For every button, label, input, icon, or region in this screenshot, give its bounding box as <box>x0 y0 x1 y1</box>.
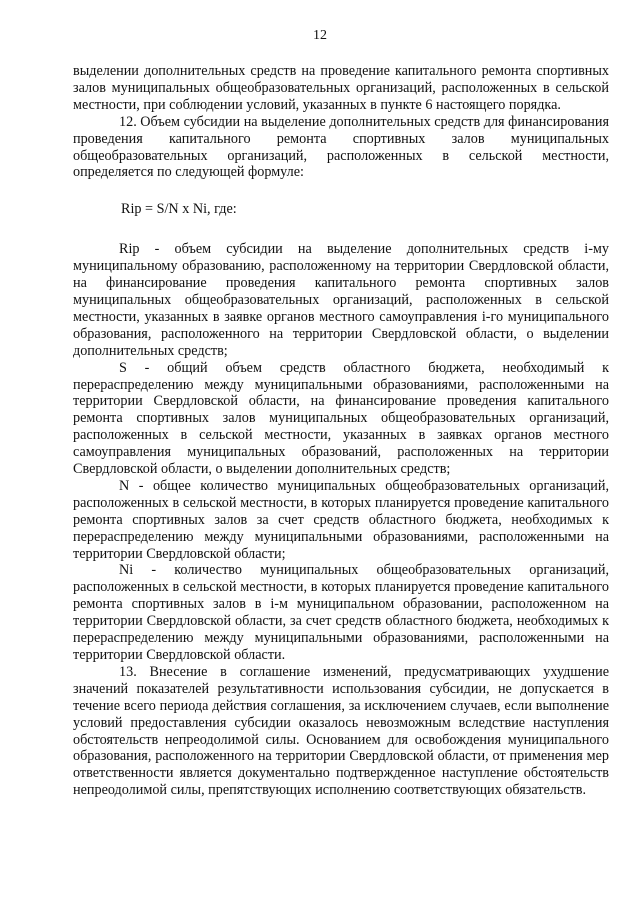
definition-n: N - общее количество муниципальных общеобразовательных организаций, расположенных в сельской местности, в которых планируется проведение капитального ремонта спортивных залов за счет средств областного бюджета, необходимых к перераспределению между муниципальными образованиями, расположенными на территории Свердловской области; <box>73 477 609 562</box>
document-body <box>73 63 609 799</box>
definition-ni: Ni - количество муниципальных общеобразовательных организаций, расположенных в сельской местности, в которых планируется проведение капитального ремонта спортивных залов в i-м муниципальном образовании, расположенном на территории Свердловской области, за счет средств областного бюджета, необходимых к перераспределению между муниципальными образованиями, расположенными на территории Свердловской области. <box>73 562 609 663</box>
definition-s: S - общий объем средств областного бюджета, необходимый к перераспределению между муниципальными образованиями, расположенными на территории Свердловской области, на финансирование проведения капитального ремонта спортивных залов муниципальных общеобразовательных организаций, расположенных в сельской местности, указанных в заявках органов местного самоуправления муниципальных образований, расположенных на территории Свердловской области, о выделении дополнительных средств; <box>73 359 609 478</box>
formula: Rip = S/N x Ni, где: <box>121 201 237 218</box>
paragraph-clause-12: 12. Объем субсидии на выделение дополнительных средств для финансирования проведения капитального ремонта спортивных залов муниципальных общеобразовательных организаций, расположенных в сельской местности, определяется по следующей формуле: <box>73 113 609 181</box>
definition-rip: Rip - объем субсидии на выделение дополнительных средств i-му муниципальному образованию, расположенному на территории Свердловской области, на финансирование проведения капитального ремонта спортивных залов муниципальных общеобразовательных организаций, расположенных в сельской местности, указанных в заявке органов местного самоуправления i-го муниципального образования, расположенного на территории Свердловской области, о выделении дополнительных средств; <box>73 241 609 359</box>
paragraph-clause-13: 13. Внесение в соглашение изменений, предусматривающих ухудшение значений показателей результативности использования субсидии, не допускается в течение всего периода действия соглашения, за исключением случаев, если выполнение условий предоставления субсидии оказалось невозможным вследствие наступления обстоятельств непреодолимой силы. Основанием для освобождения муниципального образования, расположенного на территории Свердловской области, от применения мер ответственности является документально подтвержденное наступление обстоятельств непреодолимой силы, препятствующих исполнению соответствующих обязательств. <box>73 663 609 799</box>
page-number: 12 <box>313 28 327 43</box>
paragraph-continuation: выделении дополнительных средств на проведение капитального ремонта спортивных залов муниципальных общеобразовательных организаций, расположенных в сельской местности, при соблюдении условий, указанных в пункте 6 настоящего порядка. <box>73 63 609 113</box>
